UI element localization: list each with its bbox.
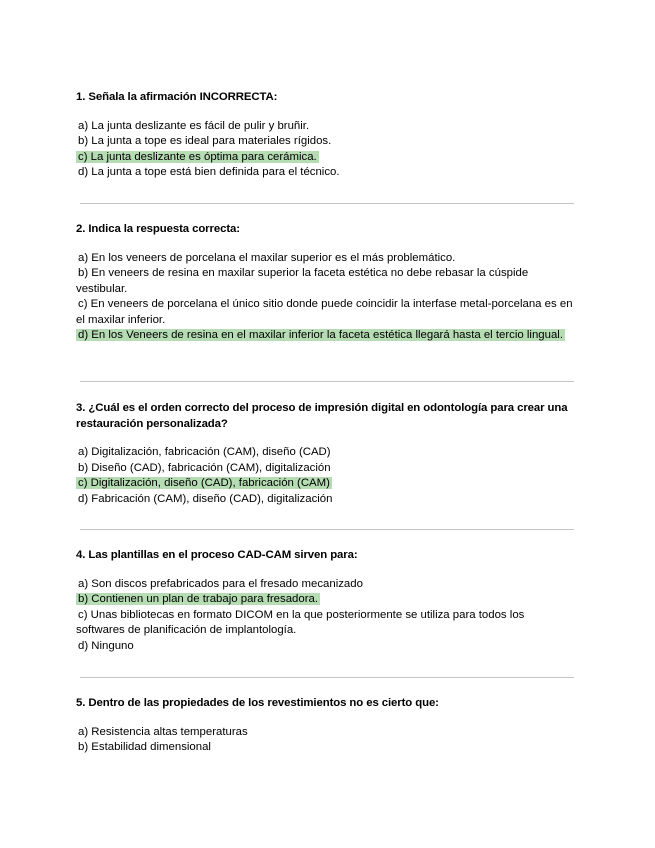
question-title: 4. Las plantillas en el proceso CAD-CAM sirven para: <box>76 549 358 561</box>
option-b: b) Estabilidad dimensional <box>78 741 211 754</box>
question-4 <box>76 548 576 654</box>
option-c: c) En veneers de porcelana el único sitio donde puede coincidir la interfase metal-porcelana es en el maxilar inferior. <box>76 298 573 326</box>
separator <box>80 381 574 382</box>
option-a: a) Resistencia altas temperaturas <box>78 725 248 738</box>
separator <box>80 677 574 678</box>
question-title: 1. Señala la afirmación INCORRECTA: <box>76 91 278 103</box>
option-d: d) Ninguno <box>78 639 134 652</box>
separator <box>80 203 574 204</box>
option-c: c) Unas bibliotecas en formato DICOM en la que posteriormente se utiliza para todos los softwares de planificación de implantología. <box>76 608 525 637</box>
option-c-correct: c) La junta deslizante es óptima para cerámica. <box>78 150 317 163</box>
option-d: d) La junta a tope está bien definida para el técnico. <box>78 166 340 179</box>
question-title: 2. Indica la respuesta correcta: <box>76 223 240 235</box>
question-1 <box>76 90 576 181</box>
option-a: a) En los veneers de porcelana el maxilar superior es el más problemático. <box>78 251 456 264</box>
question-5 <box>76 696 576 756</box>
question-title: 3. ¿Cuál es el orden correcto del proceso de impresión digital en odontología para crear una restauración personalizada? <box>76 402 568 430</box>
option-b: b) En veneers de resina en maxilar superior la faceta estética no debe rebasar la cúspide vestibular. <box>76 267 529 295</box>
option-a: a) La junta deslizante es fácil de pulir y bruñir. <box>78 119 310 132</box>
question-title: 5. Dentro de las propiedades de los revestimientos no es cierto que: <box>76 697 439 709</box>
question-3 <box>76 401 576 507</box>
option-b: b) Diseño (CAD), fabricación (CAM), digitalización <box>78 461 331 474</box>
option-d-correct: d) En los Veneers de resina en el maxilar inferior la faceta estética llegará hasta el tercio lingual. <box>78 329 563 342</box>
option-a: a) Son discos prefabricados para el fresado mecanizado <box>78 577 363 590</box>
separator <box>80 529 574 530</box>
option-b-correct: b) Contienen un plan de trabajo para fresadora. <box>78 593 318 606</box>
option-b: b) La junta a tope es ideal para materiales rígidos. <box>78 135 332 148</box>
question-2 <box>76 222 576 344</box>
option-a: a) Digitalización, fabricación (CAM), diseño (CAD) <box>78 446 331 458</box>
option-c-correct: c) Digitalización, diseño (CAD), fabricación (CAM) <box>78 477 330 490</box>
option-d: d) Fabricación (CAM), diseño (CAD), digitalización <box>78 492 333 505</box>
